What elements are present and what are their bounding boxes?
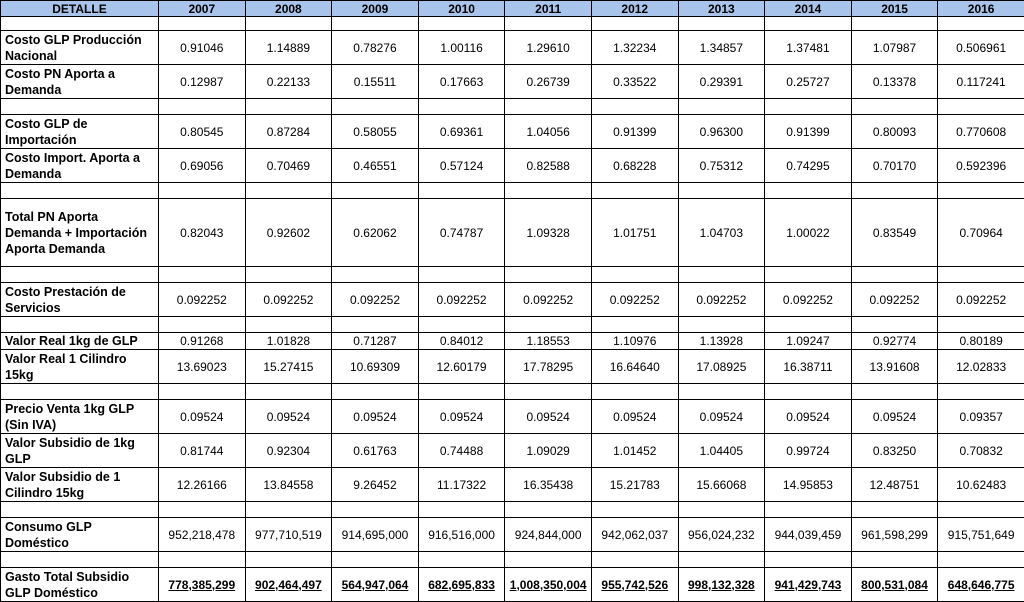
cell-value: 0.70469 (245, 149, 332, 183)
cell-value: 942,062,037 (591, 518, 678, 552)
cell-value: 0.78276 (332, 31, 419, 65)
cell-value: 0.092252 (418, 283, 505, 317)
cell-value: 1.29610 (505, 31, 592, 65)
cell-value: 13.84558 (245, 468, 332, 502)
cell-value: 0.092252 (765, 283, 852, 317)
cell-value: 0.46551 (332, 149, 419, 183)
spacer-row (1, 384, 1024, 400)
cell-value: 1.09328 (505, 199, 592, 267)
table-row (1, 199, 1024, 267)
cell-value: 944,039,459 (765, 518, 852, 552)
cell-value: 0.25727 (765, 65, 852, 99)
row-label: Valor Real 1kg de GLP (1, 333, 159, 350)
cell-value: 16.35438 (505, 468, 592, 502)
table-row (1, 350, 1024, 384)
cell-value: 0.83549 (851, 199, 938, 267)
row-label: Precio Venta 1kg GLP (Sin IVA) (1, 400, 159, 434)
row-label: Costo GLP de Importación (1, 115, 159, 149)
cell-value: 11.17322 (418, 468, 505, 502)
header-year: 2007 (159, 1, 246, 17)
cell-value: 0.092252 (851, 283, 938, 317)
cell-value: 0.58055 (332, 115, 419, 149)
cell-value: 998,132,328 (678, 568, 765, 602)
cell-value: 9.26452 (332, 468, 419, 502)
cell-value: 915,751,649 (938, 518, 1024, 552)
cell-value: 15.21783 (591, 468, 678, 502)
cell-value: 1.01828 (245, 333, 332, 350)
cell-value: 1.14889 (245, 31, 332, 65)
cell-value: 0.82043 (159, 199, 246, 267)
cell-value: 1.37481 (765, 31, 852, 65)
cell-value: 12.48751 (851, 468, 938, 502)
header-row (1, 1, 1024, 17)
table-row (1, 283, 1024, 317)
row-label: Costo GLP Producción Nacional (1, 31, 159, 65)
cell-value: 0.96300 (678, 115, 765, 149)
cell-value: 914,695,000 (332, 518, 419, 552)
cell-value: 0.80545 (159, 115, 246, 149)
cell-value: 0.09524 (505, 400, 592, 434)
header-year: 2012 (591, 1, 678, 17)
cell-value: 15.27415 (245, 350, 332, 384)
cell-value: 0.75312 (678, 149, 765, 183)
table-row (1, 115, 1024, 149)
cell-value: 955,742,526 (591, 568, 678, 602)
cell-value: 941,429,743 (765, 568, 852, 602)
cell-value: 16.64640 (591, 350, 678, 384)
cell-value: 924,844,000 (505, 518, 592, 552)
cell-value: 1.13928 (678, 333, 765, 350)
cell-value: 0.09357 (938, 400, 1024, 434)
cell-value: 0.09524 (159, 400, 246, 434)
cell-value: 0.70964 (938, 199, 1024, 267)
cell-value: 0.29391 (678, 65, 765, 99)
spacer-row (1, 17, 1024, 31)
cell-value: 0.092252 (332, 283, 419, 317)
cell-value: 1.04056 (505, 115, 592, 149)
cell-value: 0.61763 (332, 434, 419, 468)
cell-value: 0.92774 (851, 333, 938, 350)
cell-value: 17.78295 (505, 350, 592, 384)
cell-value: 0.092252 (159, 283, 246, 317)
cell-value: 12.60179 (418, 350, 505, 384)
cell-value: 0.69056 (159, 149, 246, 183)
cell-value: 0.506961 (938, 31, 1024, 65)
cell-value: 0.80189 (938, 333, 1024, 350)
cell-value: 0.09524 (591, 400, 678, 434)
cell-value: 778,385,299 (159, 568, 246, 602)
cell-value: 0.99724 (765, 434, 852, 468)
header-year: 2013 (678, 1, 765, 17)
cell-value: 961,598,299 (851, 518, 938, 552)
cell-value: 902,464,497 (245, 568, 332, 602)
cell-value: 0.09524 (418, 400, 505, 434)
cell-value: 0.87284 (245, 115, 332, 149)
table-row (1, 468, 1024, 502)
cell-value: 0.09524 (765, 400, 852, 434)
spacer-row (1, 502, 1024, 518)
header-year: 2009 (332, 1, 419, 17)
cell-value: 10.62483 (938, 468, 1024, 502)
cell-value: 13.69023 (159, 350, 246, 384)
cell-value: 648,646,775 (938, 568, 1024, 602)
row-label: Valor Subsidio de 1kg GLP (1, 434, 159, 468)
cell-value: 0.22133 (245, 65, 332, 99)
table-row (1, 333, 1024, 350)
cell-value: 1.07987 (851, 31, 938, 65)
cell-value: 0.62062 (332, 199, 419, 267)
cell-value: 0.91046 (159, 31, 246, 65)
header-year: 2008 (245, 1, 332, 17)
cell-value: 1.04405 (678, 434, 765, 468)
cell-value: 17.08925 (678, 350, 765, 384)
cell-value: 0.70832 (938, 434, 1024, 468)
cell-value: 0.092252 (505, 283, 592, 317)
cell-value: 0.33522 (591, 65, 678, 99)
cell-value: 0.592396 (938, 149, 1024, 183)
spacer-row (1, 552, 1024, 568)
cell-value: 682,695,833 (418, 568, 505, 602)
header-year: 2016 (938, 1, 1024, 17)
cell-value: 0.770608 (938, 115, 1024, 149)
cell-value: 0.91399 (591, 115, 678, 149)
cell-value: 0.17663 (418, 65, 505, 99)
cell-value: 0.74488 (418, 434, 505, 468)
table-row (1, 65, 1024, 99)
cell-value: 0.69361 (418, 115, 505, 149)
header-year: 2014 (765, 1, 852, 17)
cell-value: 1.10976 (591, 333, 678, 350)
header-year: 2015 (851, 1, 938, 17)
cell-value: 956,024,232 (678, 518, 765, 552)
cell-value: 1.18553 (505, 333, 592, 350)
cell-value: 10.69309 (332, 350, 419, 384)
cell-value: 0.12987 (159, 65, 246, 99)
cell-value: 16.38711 (765, 350, 852, 384)
table-row (1, 434, 1024, 468)
spacer-row (1, 99, 1024, 115)
cell-value: 0.092252 (678, 283, 765, 317)
row-label: Costo Prestación de Servicios (1, 283, 159, 317)
row-label: Gasto Total Subsidio GLP Doméstico (1, 568, 159, 602)
cell-value: 0.71287 (332, 333, 419, 350)
cell-value: 0.68228 (591, 149, 678, 183)
cell-value: 12.26166 (159, 468, 246, 502)
cell-value: 1.00116 (418, 31, 505, 65)
table-row (1, 518, 1024, 552)
cell-value: 1.09247 (765, 333, 852, 350)
cell-value: 0.26739 (505, 65, 592, 99)
table-row-total (1, 568, 1024, 602)
cell-value: 564,947,064 (332, 568, 419, 602)
table-row (1, 31, 1024, 65)
cell-value: 0.91399 (765, 115, 852, 149)
cell-value: 1.01751 (591, 199, 678, 267)
row-label: Costo PN Aporta a Demanda (1, 65, 159, 99)
header-label: DETALLE (1, 1, 159, 17)
cell-value: 1,008,350,004 (505, 568, 592, 602)
row-label: Total PN Aporta Demanda + Importación Aporta Demanda (1, 199, 159, 267)
header-year: 2011 (505, 1, 592, 17)
cell-value: 1.04703 (678, 199, 765, 267)
cell-value: 0.15511 (332, 65, 419, 99)
cell-value: 0.13378 (851, 65, 938, 99)
cell-value: 0.09524 (678, 400, 765, 434)
cell-value: 0.74787 (418, 199, 505, 267)
row-label: Consumo GLP Doméstico (1, 518, 159, 552)
cell-value: 1.09029 (505, 434, 592, 468)
row-label: Costo Import. Aporta a Demanda (1, 149, 159, 183)
row-label: Valor Subsidio de 1 Cilindro 15kg (1, 468, 159, 502)
cell-value: 0.09524 (245, 400, 332, 434)
cell-value: 0.117241 (938, 65, 1024, 99)
table-row (1, 149, 1024, 183)
cell-value: 0.83250 (851, 434, 938, 468)
cell-value: 1.00022 (765, 199, 852, 267)
spacer-row (1, 183, 1024, 199)
spacer-row (1, 267, 1024, 283)
cell-value: 0.092252 (591, 283, 678, 317)
cell-value: 0.84012 (418, 333, 505, 350)
cell-value: 0.09524 (851, 400, 938, 434)
cell-value: 0.09524 (332, 400, 419, 434)
cell-value: 0.91268 (159, 333, 246, 350)
cell-value: 0.70170 (851, 149, 938, 183)
cell-value: 14.95853 (765, 468, 852, 502)
cell-value: 1.32234 (591, 31, 678, 65)
cell-value: 977,710,519 (245, 518, 332, 552)
cell-value: 12.02833 (938, 350, 1024, 384)
cell-value: 916,516,000 (418, 518, 505, 552)
cell-value: 13.91608 (851, 350, 938, 384)
cell-value: 0.092252 (245, 283, 332, 317)
cell-value: 0.82588 (505, 149, 592, 183)
cell-value: 0.74295 (765, 149, 852, 183)
cell-value: 1.34857 (678, 31, 765, 65)
row-label: Valor Real 1 Cilindro 15kg (1, 350, 159, 384)
cell-value: 0.81744 (159, 434, 246, 468)
cell-value: 0.092252 (938, 283, 1024, 317)
spacer-row (1, 317, 1024, 333)
cell-value: 0.57124 (418, 149, 505, 183)
cell-value: 15.66068 (678, 468, 765, 502)
cell-value: 952,218,478 (159, 518, 246, 552)
cell-value: 0.92304 (245, 434, 332, 468)
cell-value: 800,531,084 (851, 568, 938, 602)
table-row (1, 400, 1024, 434)
cell-value: 0.92602 (245, 199, 332, 267)
header-year: 2010 (418, 1, 505, 17)
cell-value: 1.01452 (591, 434, 678, 468)
cell-value: 0.80093 (851, 115, 938, 149)
